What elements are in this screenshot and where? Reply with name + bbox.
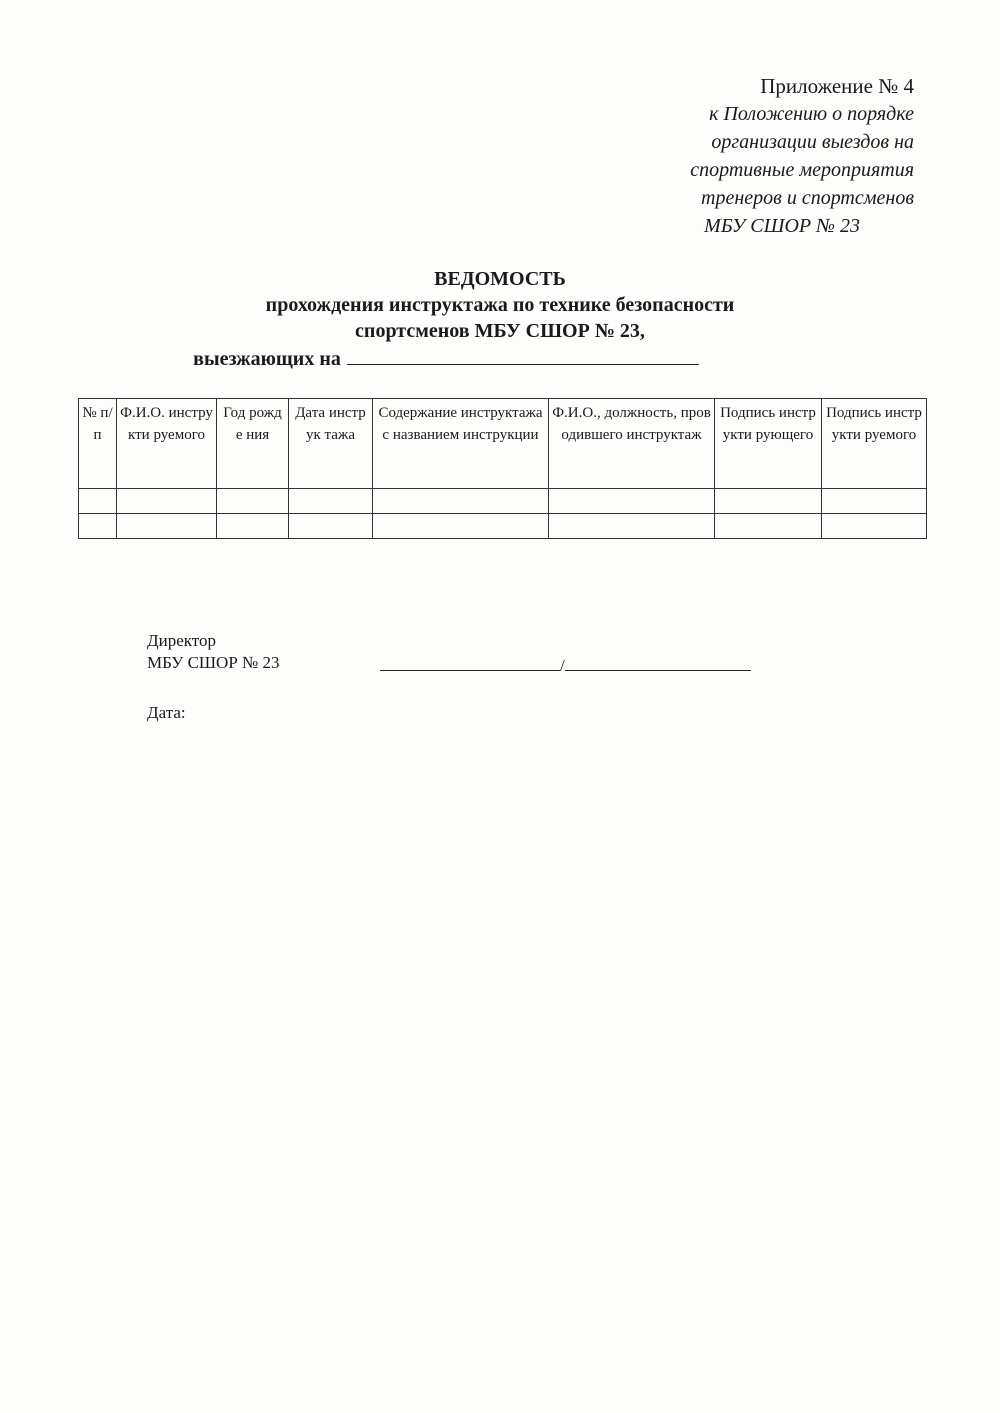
table-cell	[117, 489, 217, 514]
instruction-ledger-table	[78, 398, 927, 539]
column-header: Ф.И.О., должность, проводившего инструктаж	[549, 399, 715, 489]
appendix-title: Приложение № 4	[760, 74, 914, 98]
date-label: Дата:	[147, 703, 186, 722]
heading-line-3: выезжающих на	[193, 348, 341, 370]
column-header: № п/ п	[79, 399, 117, 489]
signature-block	[147, 630, 280, 674]
table-cell	[715, 489, 822, 514]
appendix-line: МБУ СШОР № 23	[704, 215, 860, 237]
table-cell	[822, 489, 927, 514]
column-header: Ф.И.О. инструкти руемого	[117, 399, 217, 489]
destination-blank	[347, 344, 699, 365]
signature-blank	[380, 654, 560, 671]
signatory-organization: МБУ СШОР № 23	[147, 653, 280, 672]
table-cell	[822, 514, 927, 539]
table-cell	[289, 514, 373, 539]
table-cell	[549, 514, 715, 539]
table-cell	[79, 489, 117, 514]
table-row	[79, 489, 927, 514]
name-blank	[565, 654, 751, 671]
appendix-line: организации выездов на	[711, 131, 914, 153]
table-row	[79, 514, 927, 539]
table-header-row	[79, 399, 927, 489]
table-cell	[715, 514, 822, 539]
document-title: ВЕДОМОСТЬ	[434, 268, 566, 290]
heading-line-1: прохождения инструктажа по технике безопасности	[265, 294, 735, 316]
table-cell	[217, 514, 289, 539]
column-header: Подпись инструкти руемого	[822, 399, 927, 489]
column-header: Дата инструк тажа	[289, 399, 373, 489]
table-cell	[289, 489, 373, 514]
document-heading	[0, 266, 1000, 372]
column-header: Содержание инструктажа с названием инструкции	[373, 399, 549, 489]
appendix-line: спортивные мероприятия	[690, 159, 914, 181]
signature-line	[380, 654, 751, 676]
table-cell	[373, 489, 549, 514]
column-header: Подпись инструкти рующего	[715, 399, 822, 489]
table-cell	[549, 489, 715, 514]
appendix-block	[614, 72, 914, 240]
appendix-line: к Положению о порядке	[709, 103, 914, 125]
table-cell	[217, 489, 289, 514]
table-cell	[117, 514, 217, 539]
table-cell	[373, 514, 549, 539]
column-header: Год рожде ния	[217, 399, 289, 489]
signature-separator: /	[560, 656, 565, 675]
table-cell	[79, 514, 117, 539]
heading-line-2: спортсменов МБУ СШОР № 23,	[355, 320, 645, 342]
appendix-line: тренеров и спортсменов	[701, 187, 914, 209]
signatory-position: Директор	[147, 631, 216, 650]
